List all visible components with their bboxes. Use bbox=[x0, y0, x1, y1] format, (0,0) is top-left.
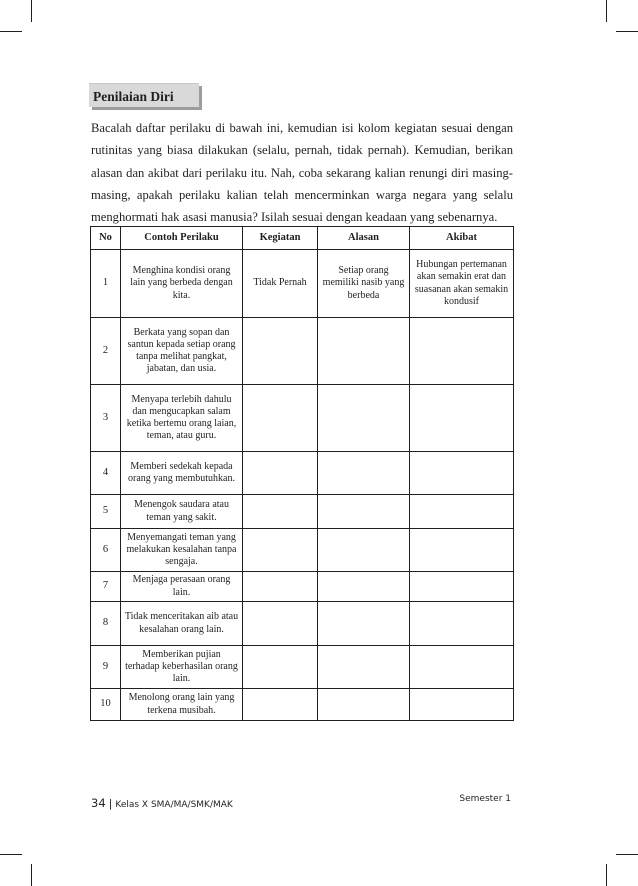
cell-alasan[interactable] bbox=[318, 572, 410, 602]
intro-line: alasan dan akibat dari perilaku itu. Nah, coba sekarang kalian renungi diri masing- bbox=[91, 165, 513, 180]
cell-no: 1 bbox=[91, 250, 121, 318]
cell-akibat[interactable] bbox=[410, 452, 514, 495]
footer-separator: | bbox=[108, 797, 113, 810]
cell-contoh: Menghina kondisi orang lain yang berbeda dengan kita. bbox=[121, 250, 243, 318]
table-row bbox=[91, 529, 514, 572]
crop-mark bbox=[616, 31, 638, 32]
cell-no: 4 bbox=[91, 452, 121, 495]
intro-line: rutinitas yang biasa dilakukan (selalu, pernah, tidak pernah). Kemudian, berikan bbox=[91, 143, 513, 158]
crop-mark bbox=[31, 864, 32, 886]
cell-kegiatan[interactable] bbox=[243, 646, 318, 689]
cell-contoh: Menyapa terlebih dahulu dan mengucapkan salam ketika bertemu orang laian, teman, atau guru. bbox=[121, 385, 243, 452]
intro-line: Bacalah daftar perilaku di bawah ini, kemudian isi kolom kegiatan sesuai dengan bbox=[91, 121, 513, 135]
cell-contoh: Menjaga perasaan orang lain. bbox=[121, 572, 243, 602]
cell-contoh: Memberikan pujian terhadap keberhasilan orang lain. bbox=[121, 646, 243, 689]
cell-no: 5 bbox=[91, 495, 121, 529]
intro-line: masing, apakah perilaku kalian telah mencerminkan warga negara yang selalu bbox=[91, 187, 513, 202]
cell-no: 6 bbox=[91, 529, 121, 572]
table-row bbox=[91, 495, 514, 529]
cell-akibat[interactable] bbox=[410, 385, 514, 452]
header-akibat: Akibat bbox=[410, 227, 514, 250]
cell-akibat[interactable]: Hubungan pertemanan akan semakin erat dan suasanan akan semakin kondusif bbox=[410, 250, 514, 318]
header-no: No bbox=[91, 227, 121, 250]
cell-akibat[interactable] bbox=[410, 646, 514, 689]
intro-paragraph bbox=[91, 117, 513, 228]
header-kegiatan: Kegiatan bbox=[243, 227, 318, 250]
cell-alasan[interactable]: Setiap orang memiliki nasib yang berbeda bbox=[318, 250, 410, 318]
crop-mark bbox=[31, 0, 32, 22]
header-contoh-perilaku: Contoh Perilaku bbox=[121, 227, 243, 250]
cell-kegiatan[interactable] bbox=[243, 529, 318, 572]
cell-kegiatan[interactable] bbox=[243, 385, 318, 452]
cell-alasan[interactable] bbox=[318, 495, 410, 529]
cell-no: 8 bbox=[91, 602, 121, 646]
crop-mark bbox=[0, 31, 22, 32]
class-label: Kelas X SMA/MA/SMK/MAK bbox=[115, 800, 233, 810]
cell-contoh: Berkata yang sopan dan santun kepada setiap orang tanpa melihat pangkat, jabatan, dan usia. bbox=[121, 318, 243, 385]
cell-alasan[interactable] bbox=[318, 318, 410, 385]
cell-alasan[interactable] bbox=[318, 602, 410, 646]
cell-no: 10 bbox=[91, 689, 121, 721]
table-row bbox=[91, 602, 514, 646]
cell-alasan[interactable] bbox=[318, 646, 410, 689]
section-heading: Penilaian Diri bbox=[89, 83, 199, 107]
cell-contoh: Menengok saudara atau teman yang sakit. bbox=[121, 495, 243, 529]
cell-kegiatan[interactable] bbox=[243, 452, 318, 495]
crop-mark bbox=[0, 854, 22, 855]
cell-akibat[interactable] bbox=[410, 689, 514, 721]
cell-contoh: Tidak menceritakan aib atau kesalahan orang lain. bbox=[121, 602, 243, 646]
table-row bbox=[91, 318, 514, 385]
cell-contoh: Menolong orang lain yang terkena musibah. bbox=[121, 689, 243, 721]
cell-akibat[interactable] bbox=[410, 572, 514, 602]
cell-no: 2 bbox=[91, 318, 121, 385]
table-header-row bbox=[91, 227, 514, 250]
page-number: 34 bbox=[91, 796, 106, 810]
table-row bbox=[91, 689, 514, 721]
cell-kegiatan[interactable] bbox=[243, 318, 318, 385]
page-footer bbox=[91, 792, 513, 811]
cell-contoh: Memberi sedekah kepada orang yang membutuhkan. bbox=[121, 452, 243, 495]
table-row bbox=[91, 385, 514, 452]
cell-kegiatan[interactable]: Tidak Pernah bbox=[243, 250, 318, 318]
cell-no: 7 bbox=[91, 572, 121, 602]
cell-kegiatan[interactable] bbox=[243, 602, 318, 646]
table-row bbox=[91, 572, 514, 602]
cell-kegiatan[interactable] bbox=[243, 495, 318, 529]
table-row bbox=[91, 646, 514, 689]
cell-akibat[interactable] bbox=[410, 495, 514, 529]
cell-akibat[interactable] bbox=[410, 529, 514, 572]
table-row bbox=[91, 452, 514, 495]
cell-contoh: Menyemangati teman yang melakukan kesalahan tanpa sengaja. bbox=[121, 529, 243, 572]
self-assessment-table bbox=[90, 226, 514, 721]
cell-kegiatan[interactable] bbox=[243, 689, 318, 721]
table-row bbox=[91, 250, 514, 318]
cell-akibat[interactable] bbox=[410, 318, 514, 385]
intro-line: menghormati hak asasi manusia? Isilah sesuai dengan keadaan yang sebenarnya. bbox=[91, 210, 498, 225]
crop-mark bbox=[606, 864, 607, 886]
crop-mark bbox=[616, 854, 638, 855]
crop-mark bbox=[606, 0, 607, 22]
header-alasan: Alasan bbox=[318, 227, 410, 250]
cell-no: 3 bbox=[91, 385, 121, 452]
cell-alasan[interactable] bbox=[318, 529, 410, 572]
cell-alasan[interactable] bbox=[318, 689, 410, 721]
cell-akibat[interactable] bbox=[410, 602, 514, 646]
cell-alasan[interactable] bbox=[318, 452, 410, 495]
cell-no: 9 bbox=[91, 646, 121, 689]
cell-alasan[interactable] bbox=[318, 385, 410, 452]
semester-label: Semester 1 bbox=[459, 794, 511, 804]
cell-kegiatan[interactable] bbox=[243, 572, 318, 602]
